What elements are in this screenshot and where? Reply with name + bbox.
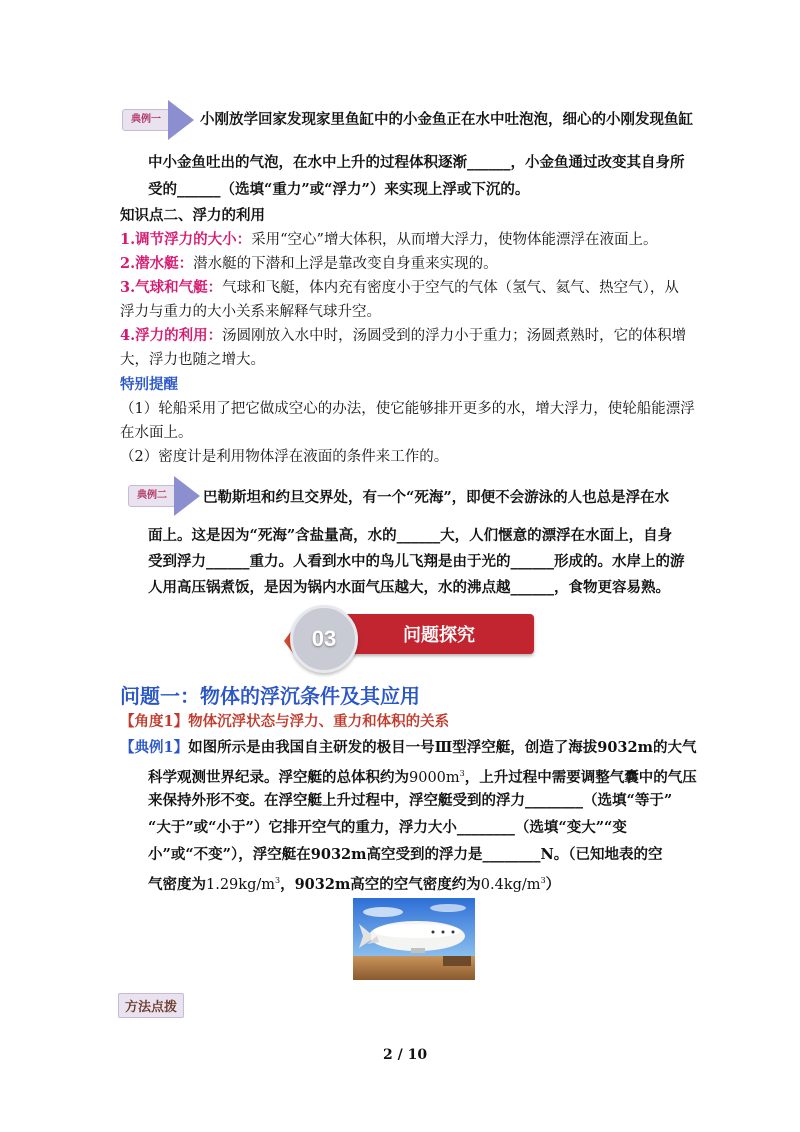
section-badge <box>284 605 544 675</box>
page-number <box>383 1047 427 1063</box>
arrow-icon <box>174 476 200 516</box>
page-separator: / <box>397 1047 403 1063</box>
knowledge-item-2-label: 2.潜水艇： <box>120 255 194 272</box>
density2-value <box>481 877 546 893</box>
problem-line2-a: 科学观测世界纪录。浮空艇的总体积约为 <box>148 768 409 786</box>
airship-illustration <box>353 898 475 980</box>
problem-line1-text: 如图所示是由我国自主研发的极目一号Ⅲ型浮空艇，创造了海拔9032m的大气 <box>188 739 697 756</box>
section-number-circle <box>290 605 358 673</box>
density1-exp: 3 <box>275 876 281 885</box>
knowledge-item-3 <box>120 278 679 298</box>
section-title-bar <box>344 614 534 654</box>
knowledge-item-2 <box>120 254 498 274</box>
tips-line1: （1）轮船采用了把它做成空心的办法，使它能够排开更多的水，增大浮力，使轮船能漂浮 <box>120 401 695 417</box>
knowledge-item-3-label: 3.气球和气艇： <box>120 279 223 296</box>
angle-heading: 【角度1】物体沉浮状态与浮力、重力和体积的关系 <box>120 713 450 730</box>
knowledge-item-4-cont: 大，浮力也随之增大。 <box>120 352 265 368</box>
volume-value <box>409 770 465 786</box>
knowledge-item-1-text: 采用“空心”增大体积，从而增大浮力，使物体能漂浮在液面上。 <box>251 232 658 248</box>
problem-line5: 小”或“不变”），浮空艇在9032m高空受到的浮力是________N。（已知地表的空 <box>148 846 663 863</box>
example-two-line3: 受到浮力______重力。人看到水中的鸟儿飞翔是由于光的______形成的。水岸上的游 <box>148 553 685 570</box>
arrow-icon <box>168 100 194 140</box>
density2-exp: 3 <box>540 876 546 885</box>
tips-title: 特别提醒 <box>120 376 178 393</box>
volume-exp: 3 <box>459 769 465 778</box>
example-one-line2: 中小金鱼吐出的气泡，在水中上升的过程体积逐渐______，小金鱼通过改变其自身所 <box>148 154 685 171</box>
knowledge-item-1-label: 1.调节浮力的大小： <box>120 231 252 248</box>
problem-line1 <box>120 738 696 758</box>
knowledge-item-3-cont: 浮力与重力的大小关系来解释气球升空。 <box>120 304 381 320</box>
example-one-label: 典例一 <box>122 109 172 131</box>
example-one-line3: 受的______（选填“重力”或“浮力”）来实现上浮或下沉的。 <box>148 181 530 198</box>
tips-line1-cont: 在水面上。 <box>120 425 193 441</box>
example-two-label: 典例二 <box>128 485 178 507</box>
knowledge-item-1 <box>120 230 657 250</box>
problem-line6 <box>148 871 560 895</box>
problem-heading: 问题一：物体的浮沉条件及其应用 <box>120 684 420 708</box>
section-title: 问题探究 <box>403 625 475 645</box>
problem-line4: “大于”或“小于”）它排开空气的重力，浮力大小________（选填“变大”“变 <box>148 819 627 836</box>
problem-line3: 来保持外形不变。在浮空艇上升过程中，浮空艇受到的浮力________（选填“等于” <box>148 792 673 809</box>
problem-line2-b: ，上升过程中需要调整气囊中的气压 <box>464 768 697 786</box>
density2-base: 0.4kg/m <box>480 876 541 893</box>
knowledge-item-2-text: 潜水艇的下潜和上浮是靠改变自身重来实现的。 <box>193 256 498 272</box>
problem-line6-c: ） <box>545 875 561 893</box>
knowledge-item-3-text: 气球和飞艇，体内充有密度小于空气的气体（氢气、氦气、热空气），从 <box>222 280 679 296</box>
tips-line2: （2）密度计是利用物体浮在液面的条件来工作的。 <box>120 449 449 465</box>
knowledge-item-4-text: 汤圆刚放入水中时，汤圆受到的浮力小于重力；汤圆煮熟时，它的体积增 <box>222 328 687 344</box>
problem-line6-b: ，9032m高空的空气密度约为 <box>280 875 481 893</box>
example-label: 【典例1】 <box>120 739 189 756</box>
example-two-tag <box>128 476 200 516</box>
example-one-tag <box>122 100 194 140</box>
section-number: 03 <box>311 626 337 651</box>
knowledge-item-4 <box>120 326 686 346</box>
total-pages: 10 <box>407 1047 428 1063</box>
knowledge-item-4-label: 4.浮力的利用： <box>120 327 223 344</box>
example-one-line1: 小刚放学回家发现家里鱼缸中的小金鱼正在水中吐泡泡，细心的小刚发现鱼缸 <box>200 111 693 128</box>
methods-tag: 方法点拨 <box>118 993 184 1018</box>
current-page: 2 <box>383 1047 393 1063</box>
problem-line2 <box>148 764 697 788</box>
density1-value <box>206 877 280 893</box>
airship-photo <box>353 898 475 980</box>
example-two-line1: 巴勒斯坦和约旦交界处，有一个“死海”，即便不会游泳的人也总是浮在水 <box>203 489 670 506</box>
example-two-line2: 面上。这是因为“死海”含盐量高，水的______大，人们惬意的漂浮在水面上，自身 <box>148 527 673 544</box>
volume-base: 9000m <box>409 769 460 786</box>
knowledge-title: 知识点二、浮力的利用 <box>120 207 265 224</box>
example-two-line4: 人用高压锅煮饭，是因为锅内水面气压越大，水的沸点越______，食物更容易熟。 <box>148 579 670 596</box>
density1-base: 1.29kg/m <box>206 876 275 893</box>
problem-line6-a: 气密度为 <box>148 875 206 893</box>
